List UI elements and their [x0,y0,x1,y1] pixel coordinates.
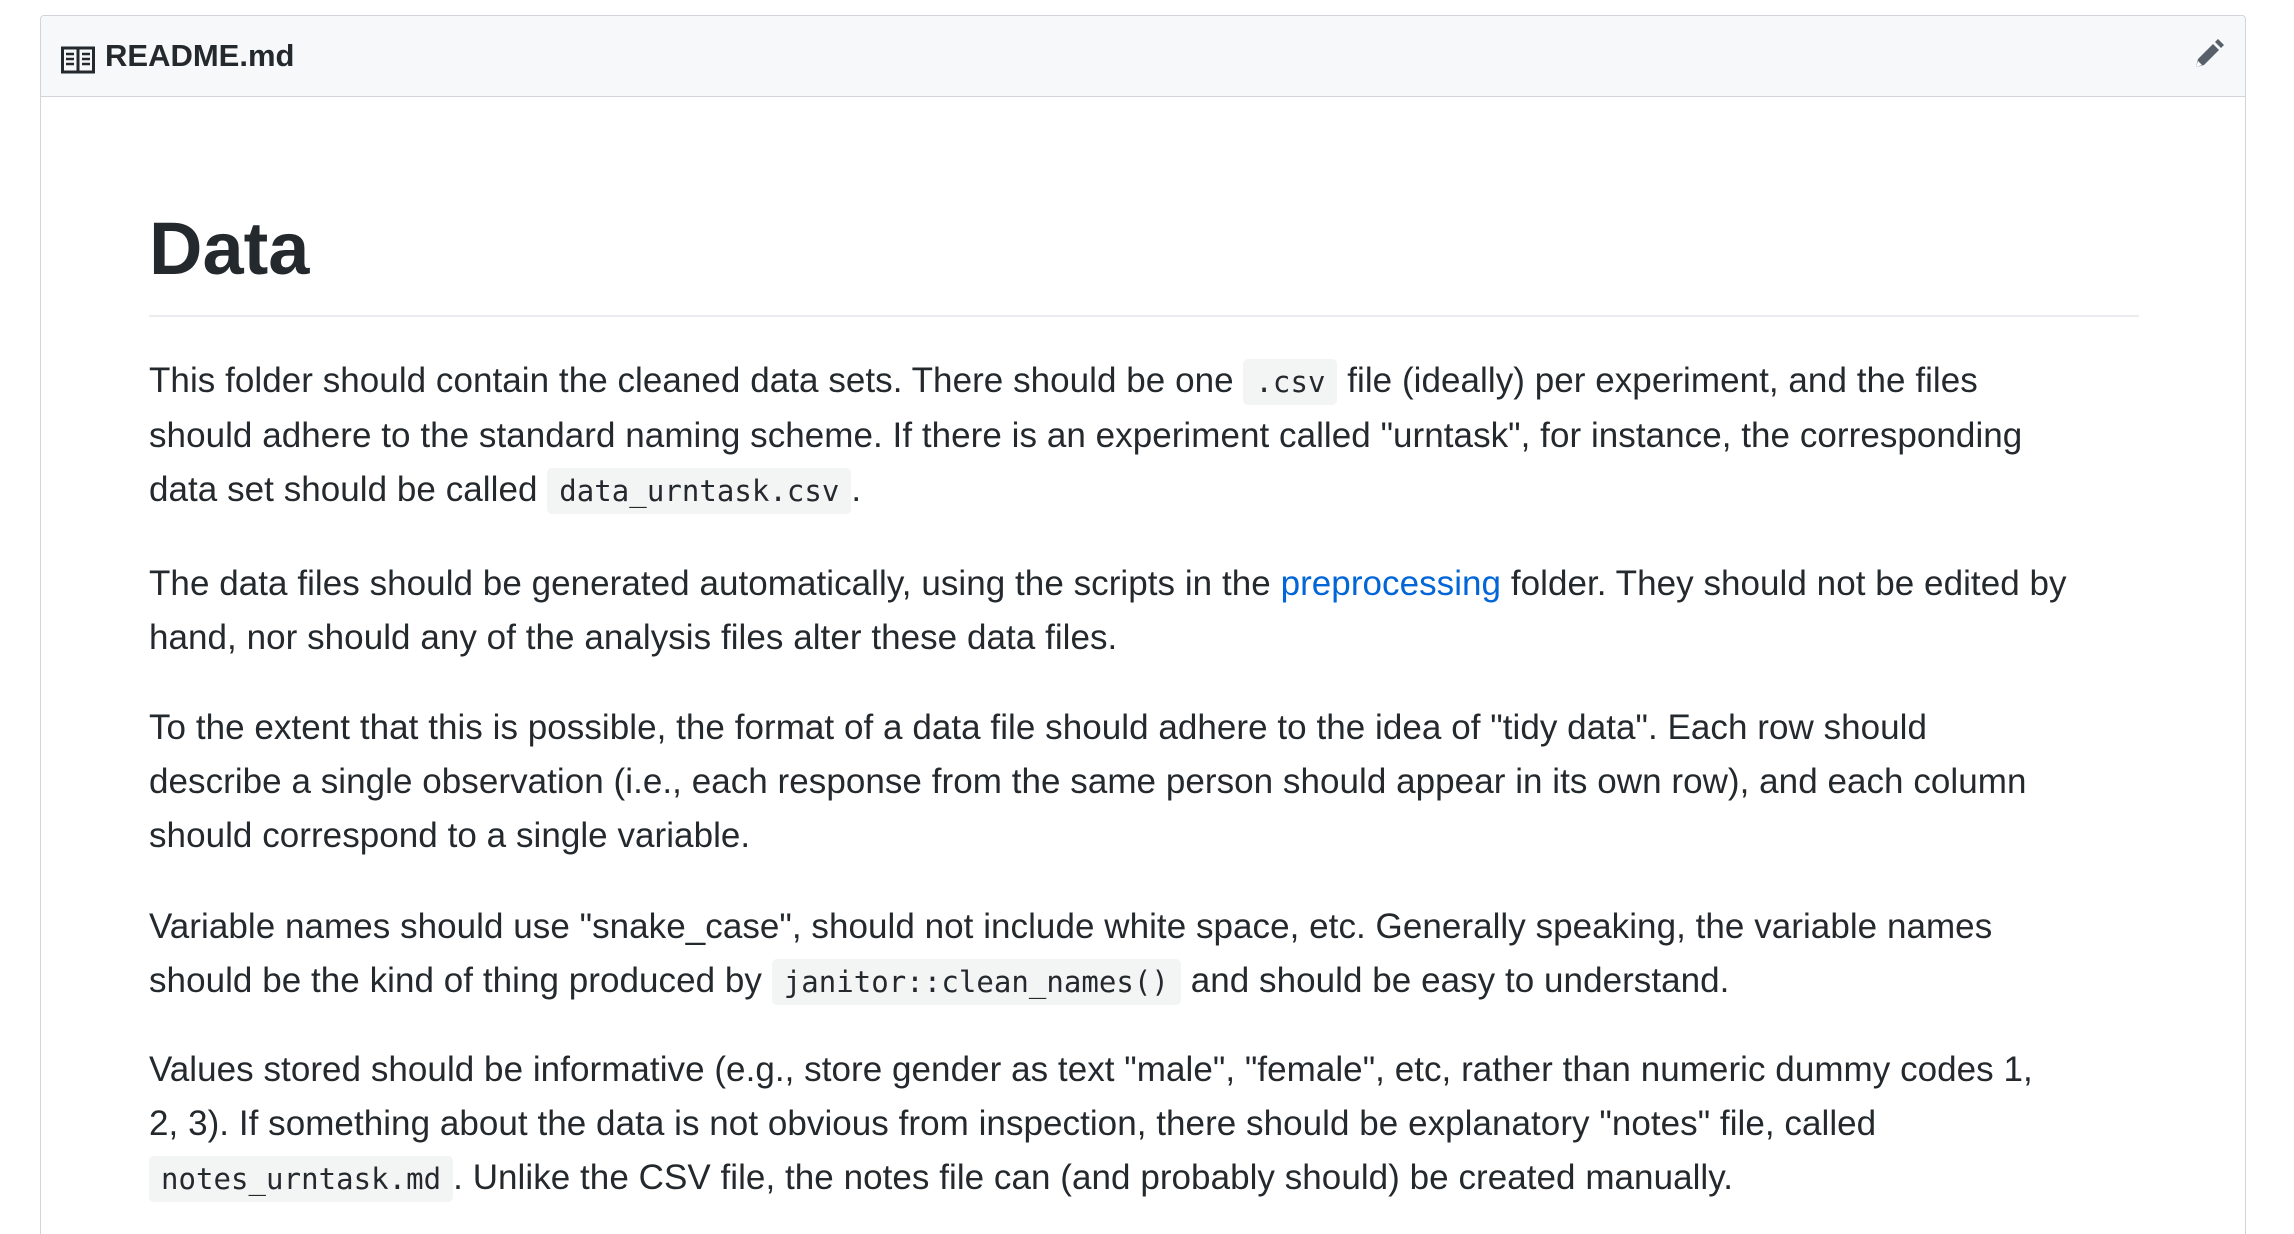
p4-text-b: should be the kind of thing produced by [149,961,762,1000]
p1-text-c: should adhere to the standard naming scheme. If there is an experiment called "urntask", for instance, the corresponding [149,416,2023,455]
preprocessing-link[interactable]: preprocessing [1280,564,1502,603]
p1-text-d: data set should be called [149,470,538,509]
p2-text-a: The data files should be generated automatically, using the scripts in the [149,564,1271,603]
p5-text-a: Values stored should be informative (e.g., store gender as text "male", "female", etc, rather than numeric dummy codes 1, [149,1050,2033,1089]
edit-file-button[interactable] [2189,38,2227,76]
p2-text-b: folder. They should not be edited by [1510,564,2067,603]
paragraph-5 [149,1043,2139,1206]
p4-text-c: and should be easy to understand. [1190,961,1730,1000]
p4-text-a: Variable names should use "snake_case", should not include white space, etc. Generally speaking, the variable names [149,907,1993,946]
p3-text-b: describe a single observation (i.e., each response from the same person should appear in its own row), and each column [149,762,2027,801]
inline-code-csv: .csv [1243,359,1337,405]
book-icon [61,46,95,74]
heading-divider [149,315,2139,317]
readme-filename: README.md [105,38,295,73]
paragraph-3 [149,701,2139,863]
inline-code-notes-file: notes_urntask.md [149,1156,453,1202]
paragraph-2 [149,557,2139,665]
p3-text-c: should correspond to a single variable. [149,816,751,855]
p3-text-a: To the extent that this is possible, the format of a data file should adhere to the idea of "tidy data". Each row should [149,708,1928,747]
paragraph-4 [149,900,2139,1009]
paragraph-1 [149,354,2139,518]
pencil-icon [2192,39,2224,76]
inline-code-clean-names: janitor::clean_names() [772,959,1181,1005]
page-title: Data [149,207,310,290]
p1-text-a: This folder should contain the cleaned data sets. There should be one [149,361,1234,400]
inline-code-data-file: data_urntask.csv [547,468,851,514]
readme-header [41,16,2245,97]
p1-text-e: . [851,470,862,509]
p5-text-c: . Unlike the CSV file, the notes file can (and probably should) be created manually. [453,1158,1733,1197]
readme-container [40,15,2246,1234]
p2-text-c: hand, nor should any of the analysis files alter these data files. [149,618,1118,657]
p1-text-b: file (ideally) per experiment, and the files [1347,361,1978,400]
p5-text-b: 2, 3). If something about the data is not obvious from inspection, there should be explanatory "notes" file, called [149,1104,1877,1143]
